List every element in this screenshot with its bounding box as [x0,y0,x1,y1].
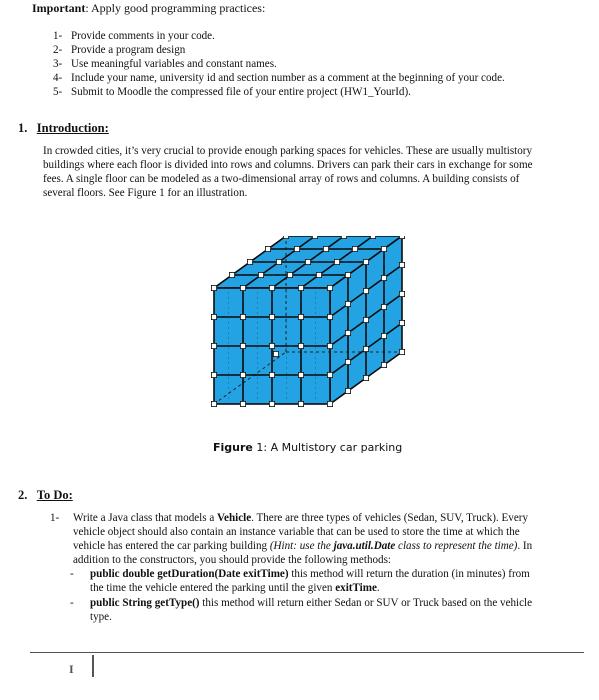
vertex-node [269,314,274,319]
figure-caption [213,441,402,455]
todo-text: Write a Java class that models a [73,512,218,524]
vertex-node [287,272,292,277]
vertex-node [363,288,368,293]
vertex-node [240,285,245,290]
vertex-node [298,401,303,406]
section-heading-introduction [18,121,109,136]
vertex-node [211,285,216,290]
vertex-node [269,343,274,348]
todo-item-number: 1- [50,512,60,524]
hint-class-name: java.util.Date [333,540,396,552]
vertex-node [283,236,288,239]
hint-part: (Hint: use the [269,540,334,552]
important-label: Important [32,1,86,15]
vertex-node [269,285,274,290]
vertex-node [363,317,368,322]
vertex-node [211,372,216,377]
todo-text: . There are three types of vehicles (Sedan, SUV, Truck). Every [251,512,529,524]
todo-line: vehicle object should also contain an instance variable that can be used to store the time at which the [73,526,520,538]
method-dash: - [70,597,74,609]
vertex-node [399,349,404,354]
vertex-node [305,259,310,264]
vertex-node [240,314,245,319]
practice-item: Use meaningful variables and constant names. [71,58,277,70]
method-line [90,567,530,581]
text-cursor-icon: I [69,662,74,676]
vertex-node [211,343,216,348]
practice-item: Include your name, university id and section number as a comment at the beginning of your code. [71,72,505,84]
section-heading-todo [18,488,73,503]
vertex-node [298,372,303,377]
vertex-node [381,362,386,367]
figure-label: Figure [213,441,253,454]
vertex-node [269,401,274,406]
todo-line: addition to the constructors, you should provide the following methods: [73,554,391,566]
section-title: To Do: [36,488,73,502]
vertex-node [399,236,404,239]
vertex-node [229,272,234,277]
intro-line: buildings where each floor is divided into rows and columns. Drivers can park their cars in exchange for some [43,159,533,171]
vertex-node [399,320,404,325]
vertex-node [327,401,332,406]
vertex-node [363,259,368,264]
vertex-node [381,304,386,309]
section-number: 2. [18,488,28,502]
vertex-node [247,259,252,264]
hint-text [270,540,518,552]
method-description: the time the vehicle entered the parking until the given [90,582,336,594]
vertex-node [345,301,350,306]
vertex-node [381,333,386,338]
vertex-node [316,272,321,277]
hint-part: class to represent the time) [395,540,518,552]
vertex-node [258,272,263,277]
practice-item: Submit to Moodle the compressed file of your entire project (HW1_YourId). [71,86,411,98]
practice-number: 3- [53,58,63,70]
practice-number: 1- [53,30,63,42]
vertex-node [381,246,386,251]
practice-number: 2- [53,44,63,56]
method-description: this method will return the duration (in minutes) from [288,568,530,580]
vertex-node [298,285,303,290]
vertex-node [273,351,278,356]
intro-line: In crowded cities, it’s very crucial to provide enough parking spaces for vehicles. These are usually multistory [43,145,533,157]
text-insertion-caret [92,655,94,677]
vertex-node [211,314,216,319]
vertex-node [327,314,332,319]
intro-line: several floors. See Figure 1 for an illustration. [43,187,248,199]
important-text: : Apply good programming practices: [85,1,266,15]
vertex-node [345,388,350,393]
vertex-node [327,343,332,348]
vertex-node [399,262,404,267]
method-description: this method will return either Sedan or SUV or Truck based on the vehicle [199,597,533,609]
method-signature: public double getDuration(Date exitTime) [90,568,289,580]
section-title: Introduction: [36,121,109,135]
figure-caption-text: 1: A Multistory car parking [252,441,403,454]
intro-line: fees. A single floor can be modeled as a two-dimensional array of rows and columns. A building consists of [43,173,520,185]
todo-text: . In [517,540,533,552]
todo-line [73,539,532,553]
vertex-node [381,275,386,280]
vertex-node [323,246,328,251]
practice-item: Provide a program design [71,44,186,56]
section-number: 1. [18,121,28,135]
class-name-vehicle: Vehicle [217,512,252,524]
practice-item: Provide comments in your code. [71,30,215,42]
method-signature: public String getType() [90,597,200,609]
vertex-node [269,372,274,377]
parking-cube-figure [208,236,408,408]
method-description: . [376,582,380,594]
vertex-node [240,343,245,348]
important-heading [32,1,265,15]
vertex-node [334,259,339,264]
vertex-node [327,372,332,377]
vertex-node [345,272,350,277]
vertex-node [240,372,245,377]
vertex-node [399,291,404,296]
todo-line [73,511,528,525]
vertex-node [345,359,350,364]
vertex-node [370,236,375,239]
vertex-node [276,259,281,264]
method-line [90,581,380,595]
practice-number: 5- [53,86,63,98]
vertex-node [211,401,216,406]
practice-number: 4- [53,72,63,84]
method-line: type. [90,611,112,623]
vertex-node [298,343,303,348]
vertex-node [327,285,332,290]
vertex-node [341,236,346,239]
vertex-node [352,246,357,251]
method-dash: - [70,568,74,580]
vertex-node [265,246,270,251]
vertex-node [363,346,368,351]
param-name: exitTime [335,582,377,594]
vertex-node [294,246,299,251]
todo-text: vehicle has entered the car parking building [73,540,270,552]
vertex-node [345,330,350,335]
vertex-node [312,236,317,239]
vertex-node [363,375,368,380]
vertex-node [240,401,245,406]
page-divider [30,652,584,653]
method-line [90,596,532,610]
vertex-node [298,314,303,319]
